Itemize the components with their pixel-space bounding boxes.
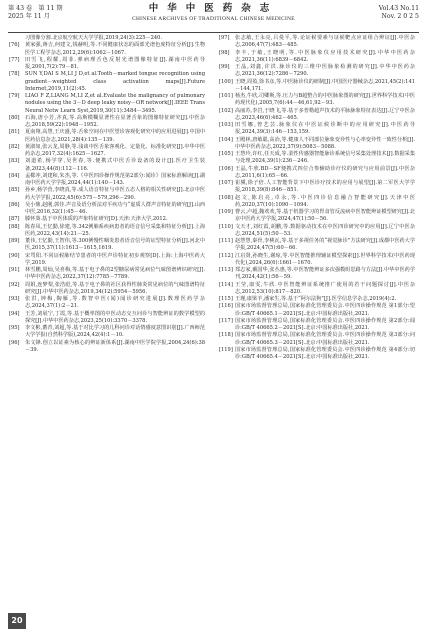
reference-number: [114] — [219, 281, 233, 288]
reference-text: 张洪,钟梅,陶雁,等.数智中医(闻)闻诊研究进展[J].数理医药学杂志,2024,37(1):2－21. — [25, 296, 205, 310]
reference-number: [99] — [219, 64, 230, 70]
reference-number: [82] — [9, 143, 20, 150]
reference-number: [92] — [9, 281, 20, 288]
references-left-column — [9, 35, 205, 354]
reference-number: [91] — [9, 267, 20, 273]
reference-item — [219, 166, 415, 181]
reference-number: [96] — [9, 339, 20, 346]
reference-number: [100] — [219, 78, 233, 85]
reference-item — [219, 318, 415, 333]
reference-number: [89] — [9, 238, 20, 244]
reference-number: [116] — [219, 303, 233, 310]
reference-item — [219, 195, 415, 210]
reference-text: 杨杰,牛欣,司卿斯,等.压力与B超整合的中医脉象图的研究[J].世界科学技术(中医药现代化),2005,7(6):44－46,61,92－93. — [235, 93, 415, 107]
reference-item — [9, 253, 205, 268]
volume-issue: 第 43 卷 第 11 期 — [8, 5, 63, 12]
reference-text: 高丽苏,李岩,于晓飞,等.基于多普勒超声技术的平脉脉象特征表达[J].辽宁中医杂志,2023,46(6):462－465. — [235, 107, 415, 121]
reference-text: 李丰,于敏,王晓明,等.中医脉象仪应用技术研究[J].中华中医药杂志,2021,36(11):6839－6842. — [235, 49, 415, 63]
reference-text: 赵文,陈启亮,卓永,等.中医四诊信息融合智能研究[J].天津中医药,2020,37(10):1090－1094. — [235, 194, 415, 208]
reference-text: 国家市场监督管理总局,国家标准化管理委员会.中医四诊操作规范 第2部分:闻诊:GB/T 40665.2－2021[S].北京:中国标准出版社,2021. — [235, 317, 415, 331]
reference-number: [102] — [219, 107, 233, 114]
reference-item — [9, 202, 205, 217]
references-right-column — [219, 35, 415, 361]
reference-text: 孟檬冲,刘建和,朱杰,等.《中医四诊操作规范第2部分:闻诊》国家标准解读[J].湖南中医药大学学报,2024,44(1):140－143. — [25, 172, 205, 186]
reference-text: 李文彬,蕃青,刘超,等.基于对比学习的儿科问诊对话情感度意图识别[J].广西师范大学学报(自然科学版),2024,42(4):1－10. — [25, 325, 205, 339]
reference-text: 刘道希,杨学穿,吴世春,等.便携式中医舌诊设备的设计[J].医疗卫生装备,2023,44(8):112－116. — [25, 158, 205, 172]
reference-number: [95] — [9, 325, 20, 331]
reference-number: [77] — [9, 56, 20, 63]
journal-title-cn: 中华中医药杂志 — [148, 3, 279, 14]
reference-text: 王慧玲,许红,任天成,等.柔性传感器智能脉诊系统信号采集处理技术[J].数据采集与处理,2024,39(1):236－246. — [235, 151, 415, 165]
reference-number: [106] — [219, 165, 233, 172]
page-number: 20 — [8, 613, 26, 629]
reference-item — [219, 151, 415, 166]
reference-text: 王瑾,康梁羊,潘家生,等.基于“阿尔法狗”[J].医学信息学杂志,2019(4):2. — [235, 296, 397, 302]
reference-number: [112] — [219, 252, 233, 259]
reference-text: 林雪鹏,周灿,吴喜梅,等.基于电子鼻的2型糖尿病常见病位气味图谱辨识研究[J].中华中医药杂志,2022,37(12):7785－7789. — [25, 267, 205, 281]
reference-item — [219, 108, 415, 123]
header-rule — [8, 32, 419, 33]
reference-number: [103] — [219, 122, 233, 128]
reference-item — [9, 187, 205, 202]
reference-number: [81] — [9, 129, 20, 136]
reference-item — [9, 173, 205, 188]
reference-item — [9, 282, 205, 297]
reference-text: 周娟,连梦梨,张浩彪,等.基于电子鼻的社区获得性肺炎常见病位的气味图谱特征研究[J].中华中医药杂志,2019,34(12):5954－5956. — [25, 281, 205, 295]
reference-number: [111] — [219, 238, 233, 244]
reference-number: [88] — [9, 223, 20, 230]
reference-number: [79] — [9, 93, 20, 99]
reference-text: 郑志家,戴国华,张丛惠,等.中医智能辨证多次强模组思路与方法[J].中华中医药学刊,2024,42(1):56－59. — [235, 267, 415, 281]
reference-item — [219, 332, 415, 347]
issue-date: 2025 年 11 月 — [8, 13, 50, 20]
reference-text: 吴小鼎,赵刚,郭佳.声音及语分析法对平疾功与“虚质人群声音特征的研究[J].山西中医,2016,32(1):45－46. — [25, 201, 205, 215]
reference-number: [119] — [219, 346, 233, 353]
reference-item — [219, 347, 415, 362]
reference-number: [84] — [9, 172, 20, 179]
reference-number: [104] — [219, 136, 233, 143]
reference-item — [9, 238, 205, 253]
reference-number: [87] — [9, 216, 20, 223]
reference-text: 黄家强,蒋吉,何建文,钱赫明,等.不同健康状态的面部光谱色度特征分析[J].生物医学工程学杂志,2012,29(6):1062－1067. — [25, 42, 205, 56]
reference-item — [9, 267, 205, 282]
reference-text: SUN Y,DAI S M,LI J D,et al.Tooth－marked tongue recognition using gradient－weighted class activation maps[J].Future Internet,2019,11(2):45. — [25, 71, 205, 92]
reference-item — [9, 71, 205, 93]
reference-number: [94] — [9, 310, 20, 317]
reference-number: [98] — [219, 49, 230, 56]
reference-item — [9, 325, 205, 340]
reference-item — [9, 158, 205, 173]
reference-item — [219, 303, 415, 318]
reference-item — [9, 93, 205, 115]
reference-text: 国家市场监督管理总局,国家标准化管理委员会.中医四诊操作规范 第4部分:切诊:GB/T 40665.4－2021[S].北京:中国标准出版社,2021. — [235, 346, 415, 360]
reference-text: 田雪娜,曾艺芸.脉象仪在中医证候诊断中的应用研究[J].中医药导报,2024,39(3):146－153,159. — [235, 122, 415, 136]
reference-item — [9, 144, 205, 159]
reference-text: 夏南翔,高慧,王庆盛,等.舌象空间在中医望诊客观化研究中的应用进展[J].中国中医药信息杂志,2021,28(4):135－139. — [25, 129, 205, 143]
issue-info-en — [379, 5, 419, 21]
reference-item — [219, 50, 415, 65]
reference-item — [9, 340, 205, 355]
reference-text: 王晓,周盈,徐书彦,等.中医脉诊仪的研制[J].中国医疗器械杂志,2021,45(2):141－144,171. — [235, 78, 415, 92]
reference-text: 文天才,刘红霞,胡鹏,等.数据驱动技术在中医四诊研究中的应用[J].辽宁中医杂志,2024,51(5):50－53. — [235, 223, 415, 237]
reference-number: [86] — [9, 201, 20, 208]
reference-text: 王晶,刘鑫,许洪.脉诊仪的三维中医脉象检测的研究[J].中华中医药杂志,2021,36(12):7286－7290. — [235, 64, 415, 78]
reference-item — [219, 282, 415, 297]
reference-item — [219, 137, 415, 152]
reference-number: [107] — [219, 180, 233, 186]
reference-text: 江启贤,孙晓生,谢琼,等.中医智能推理辅证模型探索[J].世界科学技术(中医药现代化),2024,26(6):1661－1670. — [235, 252, 415, 266]
reference-item — [9, 224, 205, 239]
reference-item — [219, 93, 415, 108]
reference-item — [9, 311, 205, 326]
reference-text: 张志敏,王永亮,吕曼平,等.论证候要素与证候靶点应证组合辨证[J].中医杂志,2006,47(7):483－485. — [235, 35, 415, 49]
reference-number: [110] — [219, 223, 233, 230]
reference-number: [115] — [219, 296, 233, 302]
reference-item — [9, 115, 205, 130]
reference-item — [9, 57, 205, 72]
reference-text: 王晶,牛欣.BD－SF便携式四位合参辅助诊疗仪的研究与应用前景[J].中医杂志,2011,6(1):65－66. — [235, 165, 415, 179]
reference-text: 陈春凤,王忆勤,徐建,等.342例肺系疾病患者的语音信号采集和特征分析[J].上海医药,2022,43(14):21－25. — [25, 223, 205, 237]
reference-item — [219, 209, 415, 224]
reference-number: [117] — [219, 317, 233, 324]
reference-number: [118] — [219, 332, 233, 339]
reference-number: [80] — [9, 114, 20, 121]
reference-text: 宋骂阳.不同证候肺结节患者的中医声诊特征初步观察[D].上海:上海中医药大学,2019. — [25, 252, 205, 266]
journal-title-en: CHINESE ARCHIVES OF TRADITIONAL CHINESE MEDICINE — [132, 16, 295, 22]
reference-text: 赵慧慧,秦骨,李桃瓦,等.基于多视任务的“视觉脉诊”方法研究[J].成都中医药大学学报,2024,47(5):60－66. — [235, 238, 415, 252]
reference-text: 国家市场监督管理总局,国家标准化管理委员会.中医四诊操作规范 第1部分:望诊:GB/T 40665.1－2021[S].北京:中国标准出版社,2021. — [235, 303, 415, 317]
reference-number: [113] — [219, 267, 233, 273]
reference-text: 黄淑如,张云龙,周静,等.浅谈中医舌象客观化、定量化、标准化研究[J].中华中医药杂志,2017,32(4):1625－1627. — [25, 143, 205, 157]
reference-item — [219, 267, 415, 282]
reference-number: [108] — [219, 194, 233, 201]
reference-item — [219, 122, 415, 137]
journal-title — [103, 3, 324, 23]
reference-text: 崔骥,徐子倍.人工智能背景下中医诊疗技术的应用与展望[J].第二军医大学学报,2018,39(8):846－851. — [235, 180, 415, 194]
reference-text: 王芳,刘展宁,丁霞,等.基于概率图的中医动态交互问诊与智能辨证的数学模型的探究[J].中华中医药杂志,2023,25(10):3370－3378. — [25, 310, 205, 324]
reference-item — [219, 238, 415, 253]
reference-number: [97] — [219, 35, 230, 41]
reference-item — [219, 224, 415, 239]
reference-text: 王殿林,唐敏聪,高冶,等.健康人不同部位脉象变异性与心率变异性一致性分析[J].中华中医药杂志,2022,37(9):5083－5088. — [235, 136, 415, 150]
reference-text: 王莹,康雯,牛欣.中医智能辨证系统推广使用的若干问题探讨[J].中医杂志,2012,53(10):817－820. — [235, 281, 415, 295]
reference-text: 孙乡,杨学营,李晓真,等.成人语音特征与中医五态人格的相关性研究[J].北京中医药大学学报,2022,45(6):575－579,296－290. — [25, 187, 205, 201]
issue-date-en: Nov. 2 0 2 5 — [381, 13, 419, 20]
reference-text: 朱文锋.创立以证素为核心的辨证新体系[J].湖南中医学院学报,2004,24(6):38－39. — [25, 339, 205, 353]
reference-number: [83] — [9, 158, 20, 165]
reference-text: 国家市场监督管理总局,国家标准化管理委员会.中医四诊操作规范 第3部分:问诊:GB/T 40665.3－2021[S].北京:中国标准出版社,2021. — [235, 332, 415, 346]
reference-text: LIAO F Z,LIANG M,LI Z,et al.Evaluate the malignancy of pulmonary nodules using the 3－D deep leaky noisy－OR network[J].IEEE Trans Neural Netw Learn Syst,2019,30(11):3484－3495. — [25, 93, 205, 114]
reference-text: 习图像分割.北京航空航天大学学报,2019,24(3):225－240. — [25, 35, 163, 41]
running-header — [8, 3, 419, 33]
reference-number: [101] — [219, 93, 233, 99]
reference-text: 田雪飞,程耀,周菲.弹病理舌色反射光谱图像特征[J].湖南中医药导报,2001,7(2):79－81. — [25, 56, 205, 70]
reference-item — [219, 64, 415, 79]
reference-number: [78] — [9, 71, 20, 78]
reference-text: 曹云,卢超,魏欢欢,等.基于机器学习的胃食管反流病中医智能辨证模型研究[J].北京中医药大学学报,2024,47(1):50－56. — [235, 209, 415, 223]
reference-text: 董伟,王忆勤,王智伟,等.300例慢性咽炎患者语音信号的证型特征分析[J].河北中医,2015,37(11):1613－1615,1619. — [25, 238, 205, 252]
reference-item — [219, 253, 415, 268]
reference-number: [85] — [9, 187, 20, 194]
reference-item — [9, 129, 205, 144]
reference-text: 滕怀葵.基于中医体质的声象特征研究[D].天津:天津大学,2012. — [25, 216, 168, 223]
reference-text: 石海,唐小芳,齐真,等.高斯模糊显著性在显著舌象的图像特征研究[J].中医杂志,2018,59(22):1948－1952. — [25, 114, 205, 128]
reference-number: [93] — [9, 296, 20, 302]
reference-item — [9, 42, 205, 57]
reference-item — [219, 79, 415, 94]
reference-number: [76] — [9, 42, 20, 49]
reference-number: [109] — [219, 209, 233, 215]
reference-number: [105] — [219, 151, 233, 157]
reference-number: [90] — [9, 252, 20, 259]
reference-item — [9, 216, 205, 223]
reference-item — [219, 180, 415, 195]
issue-info — [8, 5, 63, 21]
reference-item — [219, 35, 415, 50]
volume-number-en: Vol.43 No.11 — [378, 5, 419, 12]
reference-item — [9, 296, 205, 311]
